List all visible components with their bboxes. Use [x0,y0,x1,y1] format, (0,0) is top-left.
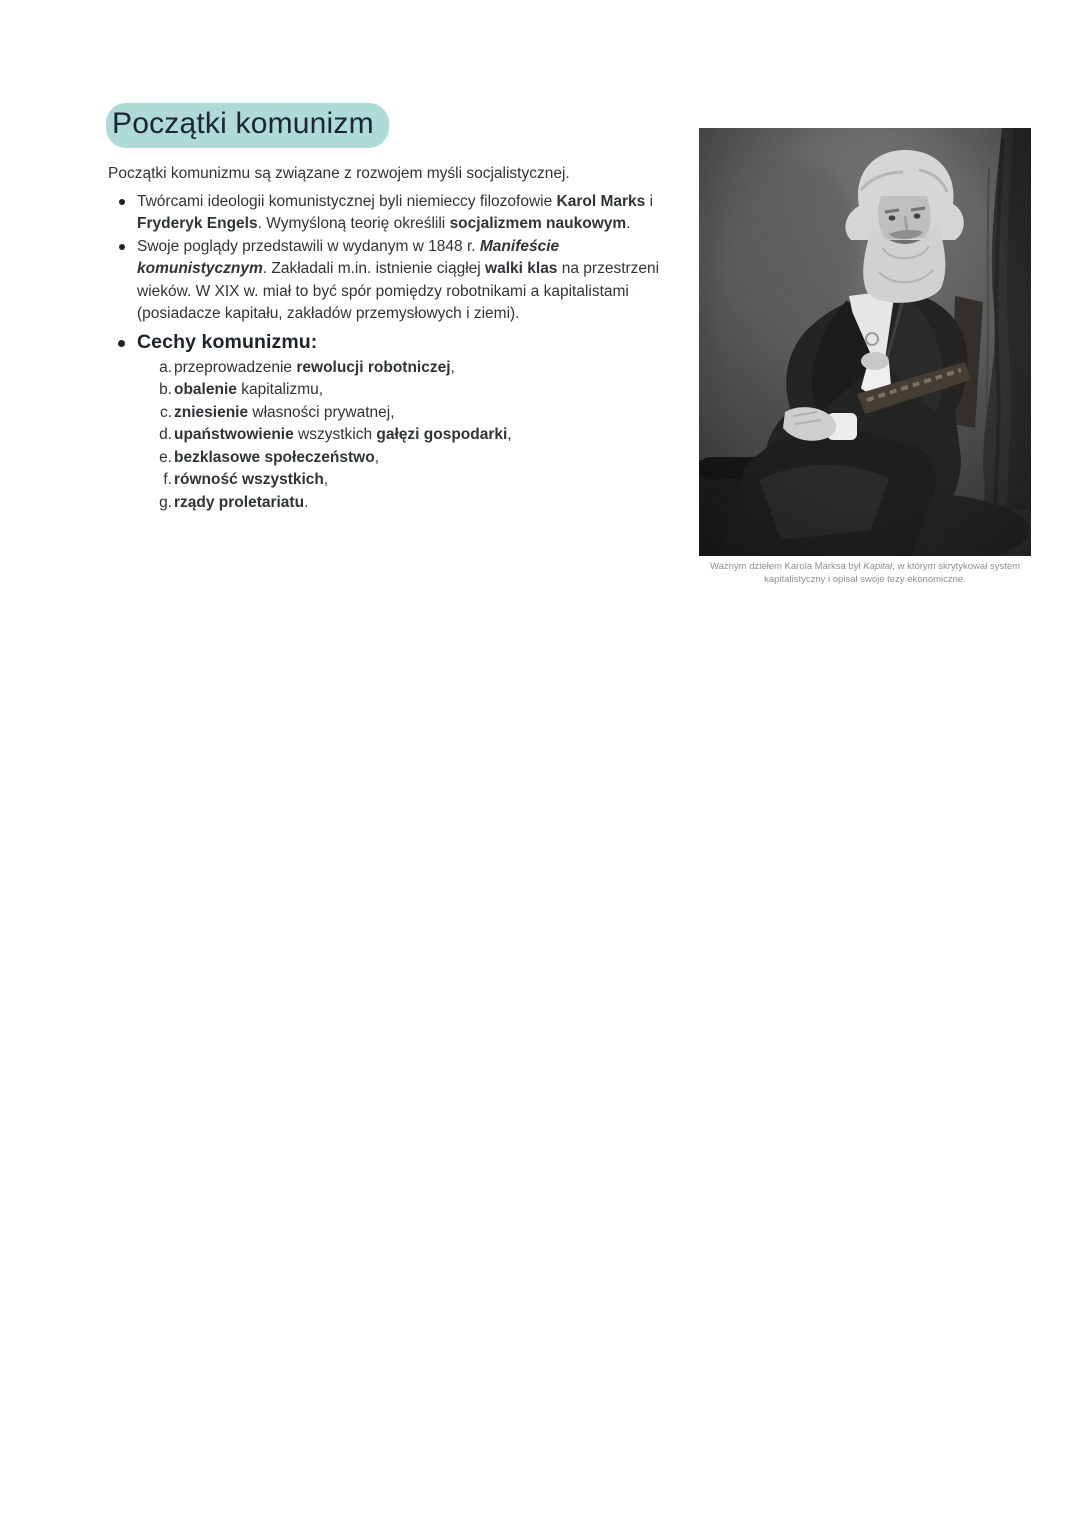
feature-marker: f. [163,471,172,488]
text-run: rewolucji robotniczej [296,358,451,376]
text-run: . Wymyśloną teorię określili [257,215,450,232]
text-run: zniesienie [174,403,249,421]
feature-text [174,447,379,470]
text-run: i [645,192,654,210]
figure-caption [699,561,1031,586]
notes-text-column [108,103,672,514]
text-run: , w którym skrytykował system kapitalistyczny i opisał swoje tezy ekonomiczne. [764,561,1021,585]
feature-text [174,469,328,492]
text-run: gałęzi gospodarki [376,426,508,443]
intro-paragraph: Początki komunizmu są związane z rozwojem myśli socjalistycznej. [108,165,570,182]
figure-karl-marx [699,128,1031,586]
bullet-text [137,238,659,323]
text-run: rządy proletariatu [174,493,305,511]
text-run: bezklasowe społeczeństwo [174,448,375,466]
text-run: upaństwowienie [174,426,294,443]
bullet-dot-icon [118,340,125,347]
feature-marker: e. [159,448,172,466]
bullet-dot-icon [119,199,125,205]
text-run: walki klas [485,260,558,277]
bullet-text [137,193,653,233]
text-run: , [323,471,329,488]
feature-item [144,402,672,425]
feature-text [174,424,512,447]
bullet-item [108,236,672,326]
text-run: socjalizmem naukowym [449,215,627,232]
features-list [137,357,672,515]
feature-marker: d. [159,426,172,443]
feature-item [144,424,672,447]
text-run: obalenie [174,381,237,398]
text-run: własności prywatnej, [248,403,395,421]
text-run: równość wszystkich [174,471,324,488]
feature-text [174,492,308,515]
bullet-list [108,191,672,515]
text-run: Kapitał [863,561,893,572]
text-run: , [374,448,380,466]
feature-item [144,492,672,515]
text-run: Twórcami ideologii komunistycznej byli niemieccy filozofowie [137,192,557,210]
bullet-item-features [108,329,672,515]
feature-item [144,469,672,492]
bullet-item [108,191,672,236]
text-run: Swoje poglądy przedstawili w wydanym w 1848 r. [137,237,480,255]
text-run: Manifeście komunistycznym [137,237,560,277]
text-run: wszystkich [293,426,377,443]
text-run: . [626,215,631,232]
text-run: na przestrzeni wieków. W XIX w. miał to być spór pomiędzy robotnikami a kapitalistami (posiadacze kapitału, zakładów przemysłowych i ziemi). [137,260,660,322]
text-run: kapitalizmu, [236,381,324,398]
feature-item [144,357,672,380]
karl-marx-photo [699,128,1031,556]
text-run: Ważnym dziełem Karola Marksa był [709,561,864,572]
text-run: Fryderyk Engels [137,215,258,232]
feature-marker: g. [159,493,172,511]
text-run: , [507,426,512,443]
feature-marker: a. [159,358,172,376]
feature-marker: b. [159,381,172,398]
karl-marx-portrait-illustration [699,128,1031,556]
page-title [108,103,672,148]
feature-item [144,379,672,402]
features-heading: Cechy komunizmu: [137,330,318,353]
text-run: . Zakładali m.in. istnienie ciągłej [262,260,486,277]
feature-text [174,379,323,402]
bullet-dot-icon [119,244,125,250]
text-run: , [450,358,455,376]
feature-text [174,357,455,380]
feature-item [144,447,672,470]
text-run: przeprowadzenie [174,358,297,376]
text-run: . [304,493,309,511]
feature-text [174,402,395,425]
feature-marker: c. [159,403,172,421]
page-title-highlight: Początki komunizm [106,103,389,148]
text-run: Karol Marks [556,192,646,210]
